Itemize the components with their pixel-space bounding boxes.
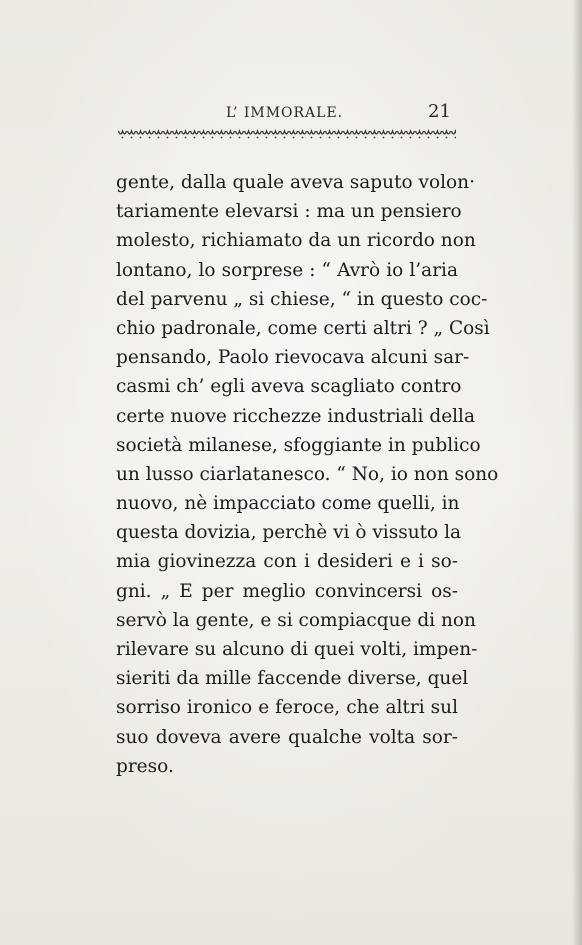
text-line: un lusso ciarlatanesco. “ No, io non sono xyxy=(116,463,499,485)
running-title: L’ IMMORALE. xyxy=(226,105,344,121)
text-line: gente, dalla quale aveva saputo volon· xyxy=(116,172,475,193)
text-line: servò la gente, e si compiacque di non xyxy=(116,609,476,631)
text-line: tariamente elevarsi : ma un pensiero xyxy=(116,201,462,223)
ornament-rule-icon xyxy=(118,128,456,140)
page-edge-shadow xyxy=(572,0,582,945)
text-line: certe nuove ricchezze industriali della xyxy=(116,405,476,427)
text-line: nuovo, nè impacciato come quelli, in xyxy=(116,493,460,515)
text-line: del parvenu „ si chiese, “ in questo coc- xyxy=(116,288,488,310)
running-head xyxy=(0,101,582,127)
text-line: pensando, Paolo rievocava alcuni sar- xyxy=(116,347,470,369)
text-line: società milanese, sfoggiante in publico xyxy=(116,434,481,456)
text-line: chio padronale, come certi altri ? „ Così xyxy=(116,317,490,339)
decorative-rule xyxy=(118,128,456,140)
text-line: lontano, lo sorprese : “ Avrò io l’aria xyxy=(116,259,458,281)
text-line: casmi ch’ egli aveva scagliato contro xyxy=(116,376,462,398)
body-text xyxy=(116,168,499,781)
text-line: molesto, richiamato da un ricordo non xyxy=(116,230,476,252)
text-line: suo doveva avere qualche volta sor- xyxy=(116,726,458,748)
text-line: mia giovinezza con i desideri e i so- xyxy=(116,551,458,573)
text-line: preso. xyxy=(116,755,174,777)
page-number: 21 xyxy=(428,101,451,122)
text-line: gni. „ E per meglio convincersi os- xyxy=(116,580,458,602)
text-line: sieriti da mille faccende diverse, quel xyxy=(116,668,469,690)
text-line: questa dovizia, perchè vi ò vissuto la xyxy=(116,522,462,544)
text-line: sorriso ironico e feroce, che altri sul xyxy=(116,697,458,719)
text-line: rilevare su alcuno di quei volti, impen- xyxy=(116,639,478,660)
